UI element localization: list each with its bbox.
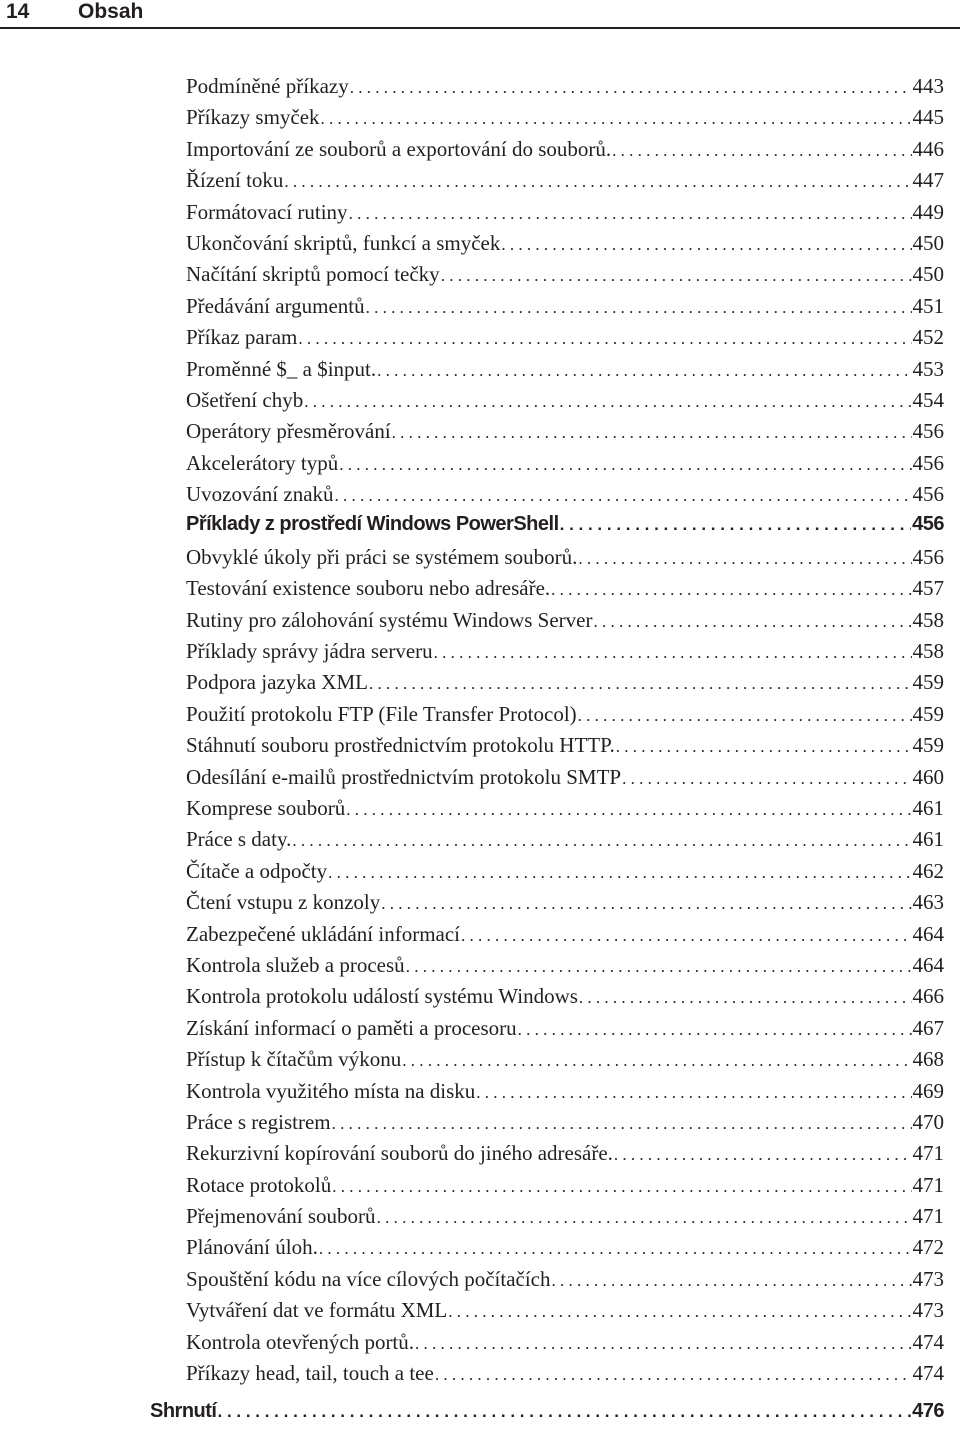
- toc-entry-title: Kontrola služeb a procesů: [186, 952, 405, 977]
- toc-entry[interactable]: [0, 262, 944, 293]
- toc-entry-page: 467: [912, 1015, 944, 1040]
- toc-entry-page: 456: [912, 482, 944, 507]
- toc-entry[interactable]: [0, 1235, 944, 1266]
- toc-entry-page: 474: [912, 1361, 944, 1386]
- toc-entry[interactable]: [0, 953, 944, 984]
- toc-entry-title: Rekurzivní kopírování souborů do jiného adresáře.: [186, 1141, 613, 1166]
- toc-entry-page: 456: [912, 450, 944, 475]
- toc-entry[interactable]: [0, 482, 944, 513]
- toc-entry[interactable]: [0, 639, 944, 670]
- toc-entry-page: 473: [912, 1298, 944, 1323]
- toc-entry-title: Operátory přesměrování: [186, 419, 391, 444]
- toc-leader-dots: [346, 800, 911, 820]
- toc-entry-title: Uvozování znaků: [186, 482, 334, 507]
- toc-entry-page: 450: [912, 230, 944, 255]
- toc-entry[interactable]: [0, 922, 944, 953]
- toc-entry-title: Předávání argumentů: [186, 293, 365, 318]
- toc-entry[interactable]: [0, 1330, 944, 1361]
- toc-leader-dots: [319, 1239, 912, 1259]
- toc-entry-title: Odesílání e-mailů prostřednictvím protokolu SMTP: [186, 764, 622, 789]
- toc-entry[interactable]: [0, 545, 944, 576]
- toc-entry-title: Příkazy head, tail, touch a tee: [186, 1361, 434, 1386]
- toc-entry-title: Akcelerátory typů: [186, 450, 339, 475]
- toc-leader-dots: [402, 1051, 911, 1071]
- toc-leader-dots: [304, 392, 911, 412]
- toc-entry-title: Kontrola otevřených portů.: [186, 1329, 415, 1354]
- toc-entry-title: Importování ze souborů a exportování do souborů.: [186, 136, 612, 161]
- toc-section-summary[interactable]: [0, 1400, 944, 1431]
- toc-entry-title: Použití protokolu FTP (File Transfer Protocol): [186, 701, 577, 726]
- toc-entry-page: 466: [912, 984, 944, 1009]
- toc-leader-dots: [441, 266, 912, 286]
- toc-entry[interactable]: [0, 451, 944, 482]
- toc-entry-page: 470: [912, 1109, 944, 1134]
- toc-entry[interactable]: [0, 576, 944, 607]
- toc-entry-title: Podpora jazyka XML: [186, 670, 368, 695]
- toc-entry[interactable]: [0, 137, 944, 168]
- toc-entry-page: 457: [912, 576, 944, 601]
- toc-leader-dots: [612, 141, 911, 161]
- toc-leader-dots: [366, 298, 912, 318]
- toc-leader-dots: [339, 455, 911, 475]
- toc-leader-dots: [328, 863, 911, 883]
- toc-leader-dots: [350, 78, 912, 98]
- toc-entry-page: 472: [912, 1235, 944, 1260]
- toc-entry[interactable]: [0, 231, 944, 262]
- toc-entry-page: 447: [912, 168, 944, 193]
- toc-entry-page: 471: [912, 1141, 944, 1166]
- toc-leader-dots: [218, 1402, 912, 1422]
- toc-entry-title: Příkaz param: [186, 325, 298, 350]
- toc-leader-dots: [501, 235, 911, 255]
- toc-leader-dots: [332, 1114, 912, 1134]
- toc-leader-dots: [335, 486, 912, 506]
- page-title: Obsah: [78, 0, 144, 23]
- toc-entry-title: Čtení vstupu z konzoly: [186, 890, 381, 915]
- toc-entry[interactable]: [0, 1047, 944, 1078]
- toc-leader-dots: [593, 612, 911, 632]
- toc-leader-dots: [622, 769, 911, 789]
- toc-entry-title: Přejmenování souborů: [186, 1204, 376, 1229]
- toc-entry-title: Práce s registrem: [186, 1109, 331, 1134]
- toc-entry-title: Stáhnutí souboru prostřednictvím protokolu HTTP.: [186, 733, 615, 758]
- toc-entry[interactable]: [0, 388, 944, 419]
- toc-entry-page: 446: [912, 136, 944, 161]
- toc-entry-title: Získání informací o paměti a procesoru: [186, 1015, 517, 1040]
- toc-entry-page: 445: [912, 105, 944, 130]
- toc-entry-title: Ošetření chyb: [186, 387, 304, 412]
- toc-entry-title: Příklady správy jádra serveru: [186, 639, 433, 664]
- toc-entry[interactable]: [0, 105, 944, 136]
- toc-entry[interactable]: [0, 1361, 944, 1392]
- toc-entry-page: 443: [912, 74, 944, 98]
- toc-leader-dots: [551, 580, 911, 600]
- toc-entry[interactable]: [0, 733, 944, 764]
- toc-leader-dots: [377, 361, 911, 381]
- toc-entry-page: 452: [912, 325, 944, 350]
- toc-entry-title: Zabezpečené ukládání informací: [186, 921, 461, 946]
- toc-entry-title: Komprese souborů: [186, 795, 346, 820]
- toc-leader-dots: [349, 204, 912, 224]
- toc-entry-title: Kontrola protokolu událostí systému Windows: [186, 984, 578, 1009]
- toc-entry-page: 471: [912, 1172, 944, 1197]
- toc-entry[interactable]: [0, 1267, 944, 1298]
- toc-section-title: Příklady z prostředí Windows PowerShell: [186, 513, 559, 536]
- toc-entry-title: Podmíněné příkazy: [186, 74, 349, 98]
- toc-entry-page: 459: [912, 701, 944, 726]
- toc-leader-dots: [392, 423, 912, 443]
- toc-leader-dots: [434, 643, 912, 663]
- toc-entry[interactable]: [0, 1298, 944, 1329]
- toc-entry-title: Rutiny pro zálohování systému Windows Server: [186, 607, 593, 632]
- toc-entry-page: 464: [912, 952, 944, 977]
- table-of-contents: [0, 74, 960, 1432]
- toc-entry[interactable]: [0, 796, 944, 827]
- toc-entry[interactable]: [0, 74, 944, 105]
- toc-entry-page: 474: [912, 1329, 944, 1354]
- toc-entry-page: 459: [912, 670, 944, 695]
- toc-leader-dots: [616, 737, 912, 757]
- toc-leader-dots: [461, 926, 911, 946]
- toc-leader-dots: [381, 894, 911, 914]
- toc-section-examples[interactable]: [0, 513, 944, 544]
- toc-section-page: 456: [912, 513, 944, 536]
- toc-entry-page: 464: [912, 921, 944, 946]
- toc-entries-after: [0, 545, 960, 1393]
- toc-entry-page: 473: [912, 1266, 944, 1291]
- toc-entry-title: Formátovací rutiny: [186, 199, 348, 224]
- toc-leader-dots: [415, 1334, 911, 1354]
- toc-entry-title: Rotace protokolů: [186, 1172, 332, 1197]
- toc-entry-title: Testování existence souboru nebo adresáře.: [186, 576, 551, 601]
- toc-entry-page: 458: [912, 607, 944, 632]
- toc-entry-title: Proměnné $_ a $input.: [186, 356, 377, 381]
- toc-section-title: Shrnutí: [150, 1400, 217, 1423]
- toc-entry-title: Přístup k čítačům výkonu: [186, 1047, 402, 1072]
- toc-leader-dots: [369, 674, 912, 694]
- toc-leader-dots: [552, 1271, 912, 1291]
- toc-leader-dots: [406, 957, 912, 977]
- toc-entry[interactable]: [0, 419, 944, 450]
- toc-entry[interactable]: [0, 1110, 944, 1141]
- toc-entry-title: Obvyklé úkoly při práci se systémem souborů.: [186, 544, 578, 569]
- toc-entry-page: 461: [912, 795, 944, 820]
- toc-leader-dots: [435, 1365, 912, 1385]
- toc-leader-dots: [560, 515, 911, 535]
- toc-entry-page: 459: [912, 733, 944, 758]
- toc-entry-title: Spouštění kódu na více cílových počítačích: [186, 1266, 551, 1291]
- toc-leader-dots: [579, 988, 912, 1008]
- toc-leader-dots: [614, 1145, 912, 1165]
- toc-entry-page: 460: [912, 764, 944, 789]
- toc-leader-dots: [284, 172, 911, 192]
- toc-entry-page: 453: [912, 356, 944, 381]
- toc-entry[interactable]: [0, 984, 944, 1015]
- toc-entry[interactable]: [0, 357, 944, 388]
- toc-leader-dots: [377, 1208, 912, 1228]
- page-number: 14: [6, 0, 30, 23]
- toc-entry[interactable]: [0, 859, 944, 890]
- toc-entry-page: 462: [912, 858, 944, 883]
- toc-leader-dots: [332, 1177, 911, 1197]
- toc-entry-title: Načítání skriptů pomocí tečky: [186, 262, 440, 287]
- toc-entry-page: 456: [912, 419, 944, 444]
- toc-entry[interactable]: [0, 702, 944, 733]
- toc-entry-title: Příkazy smyček: [186, 105, 320, 130]
- toc-entry-page: 458: [912, 639, 944, 664]
- toc-entry-title: Kontrola využitého místa na disku: [186, 1078, 476, 1103]
- toc-entry[interactable]: [0, 1079, 944, 1110]
- toc-leader-dots: [476, 1083, 911, 1103]
- toc-entry[interactable]: [0, 200, 944, 231]
- toc-entry[interactable]: [0, 168, 944, 199]
- toc-entry-page: 469: [912, 1078, 944, 1103]
- toc-entry-page: 451: [912, 293, 944, 318]
- toc-entry[interactable]: [0, 827, 944, 858]
- toc-entry-page: 468: [912, 1047, 944, 1072]
- toc-entry-page: 463: [912, 890, 944, 915]
- toc-leader-dots: [578, 549, 911, 569]
- toc-entry[interactable]: [0, 608, 944, 639]
- toc-entry-page: 449: [912, 199, 944, 224]
- toc-entry-title: Čítače a odpočty: [186, 858, 328, 883]
- toc-entry[interactable]: [0, 890, 944, 921]
- toc-entry[interactable]: [0, 1141, 944, 1172]
- toc-entry-page: 454: [912, 387, 944, 412]
- toc-entry[interactable]: [0, 670, 944, 701]
- toc-entry-title: Řízení toku: [186, 168, 284, 193]
- page-header: [0, 0, 960, 29]
- toc-leader-dots: [578, 706, 912, 726]
- toc-entry-title: Plánování úloh.: [186, 1235, 318, 1260]
- toc-leader-dots: [298, 329, 911, 349]
- toc-entry-page: 456: [912, 544, 944, 569]
- toc-leader-dots: [292, 831, 911, 851]
- toc-leader-dots: [518, 1020, 912, 1040]
- toc-entry-title: Ukončování skriptů, funkcí a smyček: [186, 230, 501, 255]
- toc-entry[interactable]: [0, 1016, 944, 1047]
- toc-entry[interactable]: [0, 1204, 944, 1235]
- toc-entry-title: Vytváření dat ve formátu XML: [186, 1298, 448, 1323]
- toc-entry-page: 471: [912, 1204, 944, 1229]
- toc-entry-page: 461: [912, 827, 944, 852]
- toc-leader-dots: [448, 1302, 911, 1322]
- toc-entry[interactable]: [0, 325, 944, 356]
- toc-entry[interactable]: [0, 765, 944, 796]
- toc-entry[interactable]: [0, 1173, 944, 1204]
- toc-entries-before: [0, 74, 960, 513]
- toc-entry-page: 450: [912, 262, 944, 287]
- toc-entry-title: Práce s daty.: [186, 827, 292, 852]
- toc-leader-dots: [321, 109, 912, 129]
- toc-entry[interactable]: [0, 294, 944, 325]
- toc-section-page: 476: [912, 1400, 944, 1423]
